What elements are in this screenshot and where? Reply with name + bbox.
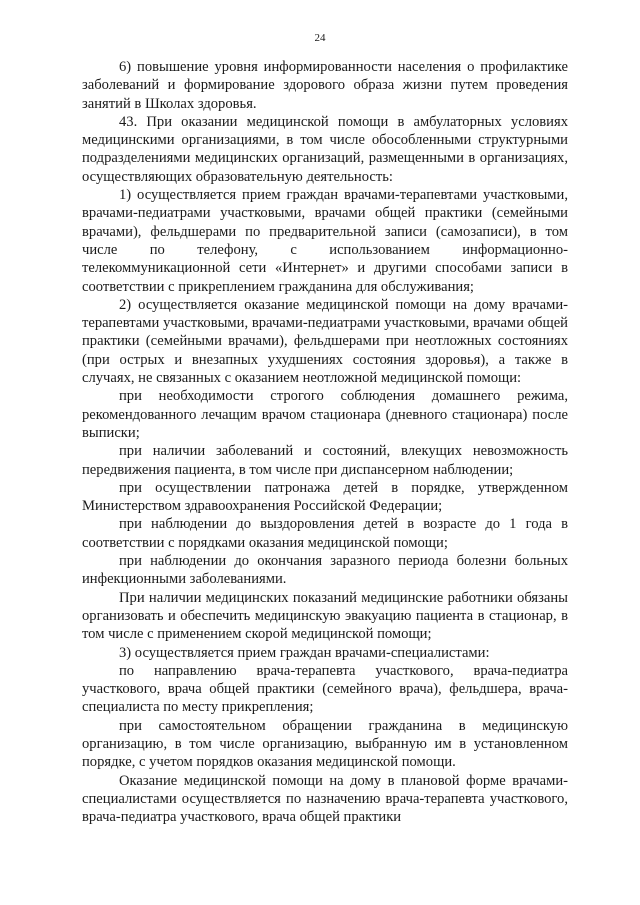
paragraph-item-2: 2) осуществляется оказание медицинской помощи на дому врачами-терапевтами участковыми, врачами-педиатрами участковыми, врачами общей практики (семейными врачами), фельдшерами при неотложных состояниях (при острых и внезапных ухудшениях состояния здоровья), а также в случаях, не связанных с оказанием неотложной медицинской помощи: xyxy=(82,296,568,387)
paragraph-case-patronage: при осуществлении патронажа детей в порядке, утвержденном Министерством здравоохранения Российской Федерации; xyxy=(82,479,568,515)
paragraph-case-home-regime: при необходимости строгого соблюдения домашнего режима, рекомендованного лечащим врачом стационара (дневного стационара) после выписки; xyxy=(82,388,568,441)
paragraph-case-infants: при наблюдении до выздоровления детей в возрасте до 1 года в соответствии с порядками оказания медицинской помощи; xyxy=(82,516,568,551)
paragraph-home-planned-care: Оказание медицинской помощи на дому в плановой форме врачами-специалистами осуществляется по назначению врача-терапевта участкового, врача-педиатра участкового, врача общей практики xyxy=(82,772,568,826)
paragraph-medical-evacuation: При наличии медицинских показаний медицинские работники обязаны организовать и обеспечить медицинскую эвакуацию пациента в стационар, в том числе с применением скорой медицинской помощи; xyxy=(82,589,568,643)
paragraph-item-6: 6) повышение уровня информированности населения о профилактике заболеваний и формирование здорового образа жизни путем проведения занятий в Школах здоровья. xyxy=(82,59,568,112)
paragraph-item-1: 1) осуществляется прием граждан врачами-терапевтами участковыми, врачами-педиатрами участковыми, врачами общей практики (семейными врачами), фельдшерами по предварительной записи (самозаписи), в том числе по телефону, с использованием информационно-телекоммуникационной сети «Интернет» и другими способами записи в соответствии с прикреплением гражданина для обслуживания; xyxy=(82,187,568,295)
page-number: 24 xyxy=(314,32,326,44)
paragraph-item-3: 3) осуществляется прием граждан врачами-специалистами: xyxy=(119,644,490,661)
paragraph-case-self-referral: при самостоятельном обращении гражданина в медицинскую организацию, в том числе организацию, выбранную им в установленном порядке, с учетом порядков оказания медицинской помощи. xyxy=(82,717,568,771)
paragraph-case-immobility: при наличии заболеваний и состояний, влекущих невозможность передвижения пациента, в том числе при диспансерном наблюдении; xyxy=(82,443,568,478)
paragraph-case-infectious: при наблюдении до окончания заразного периода болезни больных инфекционными заболеваниями. xyxy=(82,553,568,588)
paragraph-case-referral: по направлению врача-терапевта участкового, врача-педиатра участкового, врача общей практики (семейного врача), фельдшера, врача-специалиста по месту прикрепления; xyxy=(82,662,568,716)
paragraph-section-43: 43. При оказании медицинской помощи в амбулаторных условиях медицинскими организациями, в том числе обособленными структурными подразделениями медицинских организаций, размещенными в организациях, осуществляющих образовательную деятельность: xyxy=(82,113,568,185)
document-body xyxy=(82,58,568,826)
